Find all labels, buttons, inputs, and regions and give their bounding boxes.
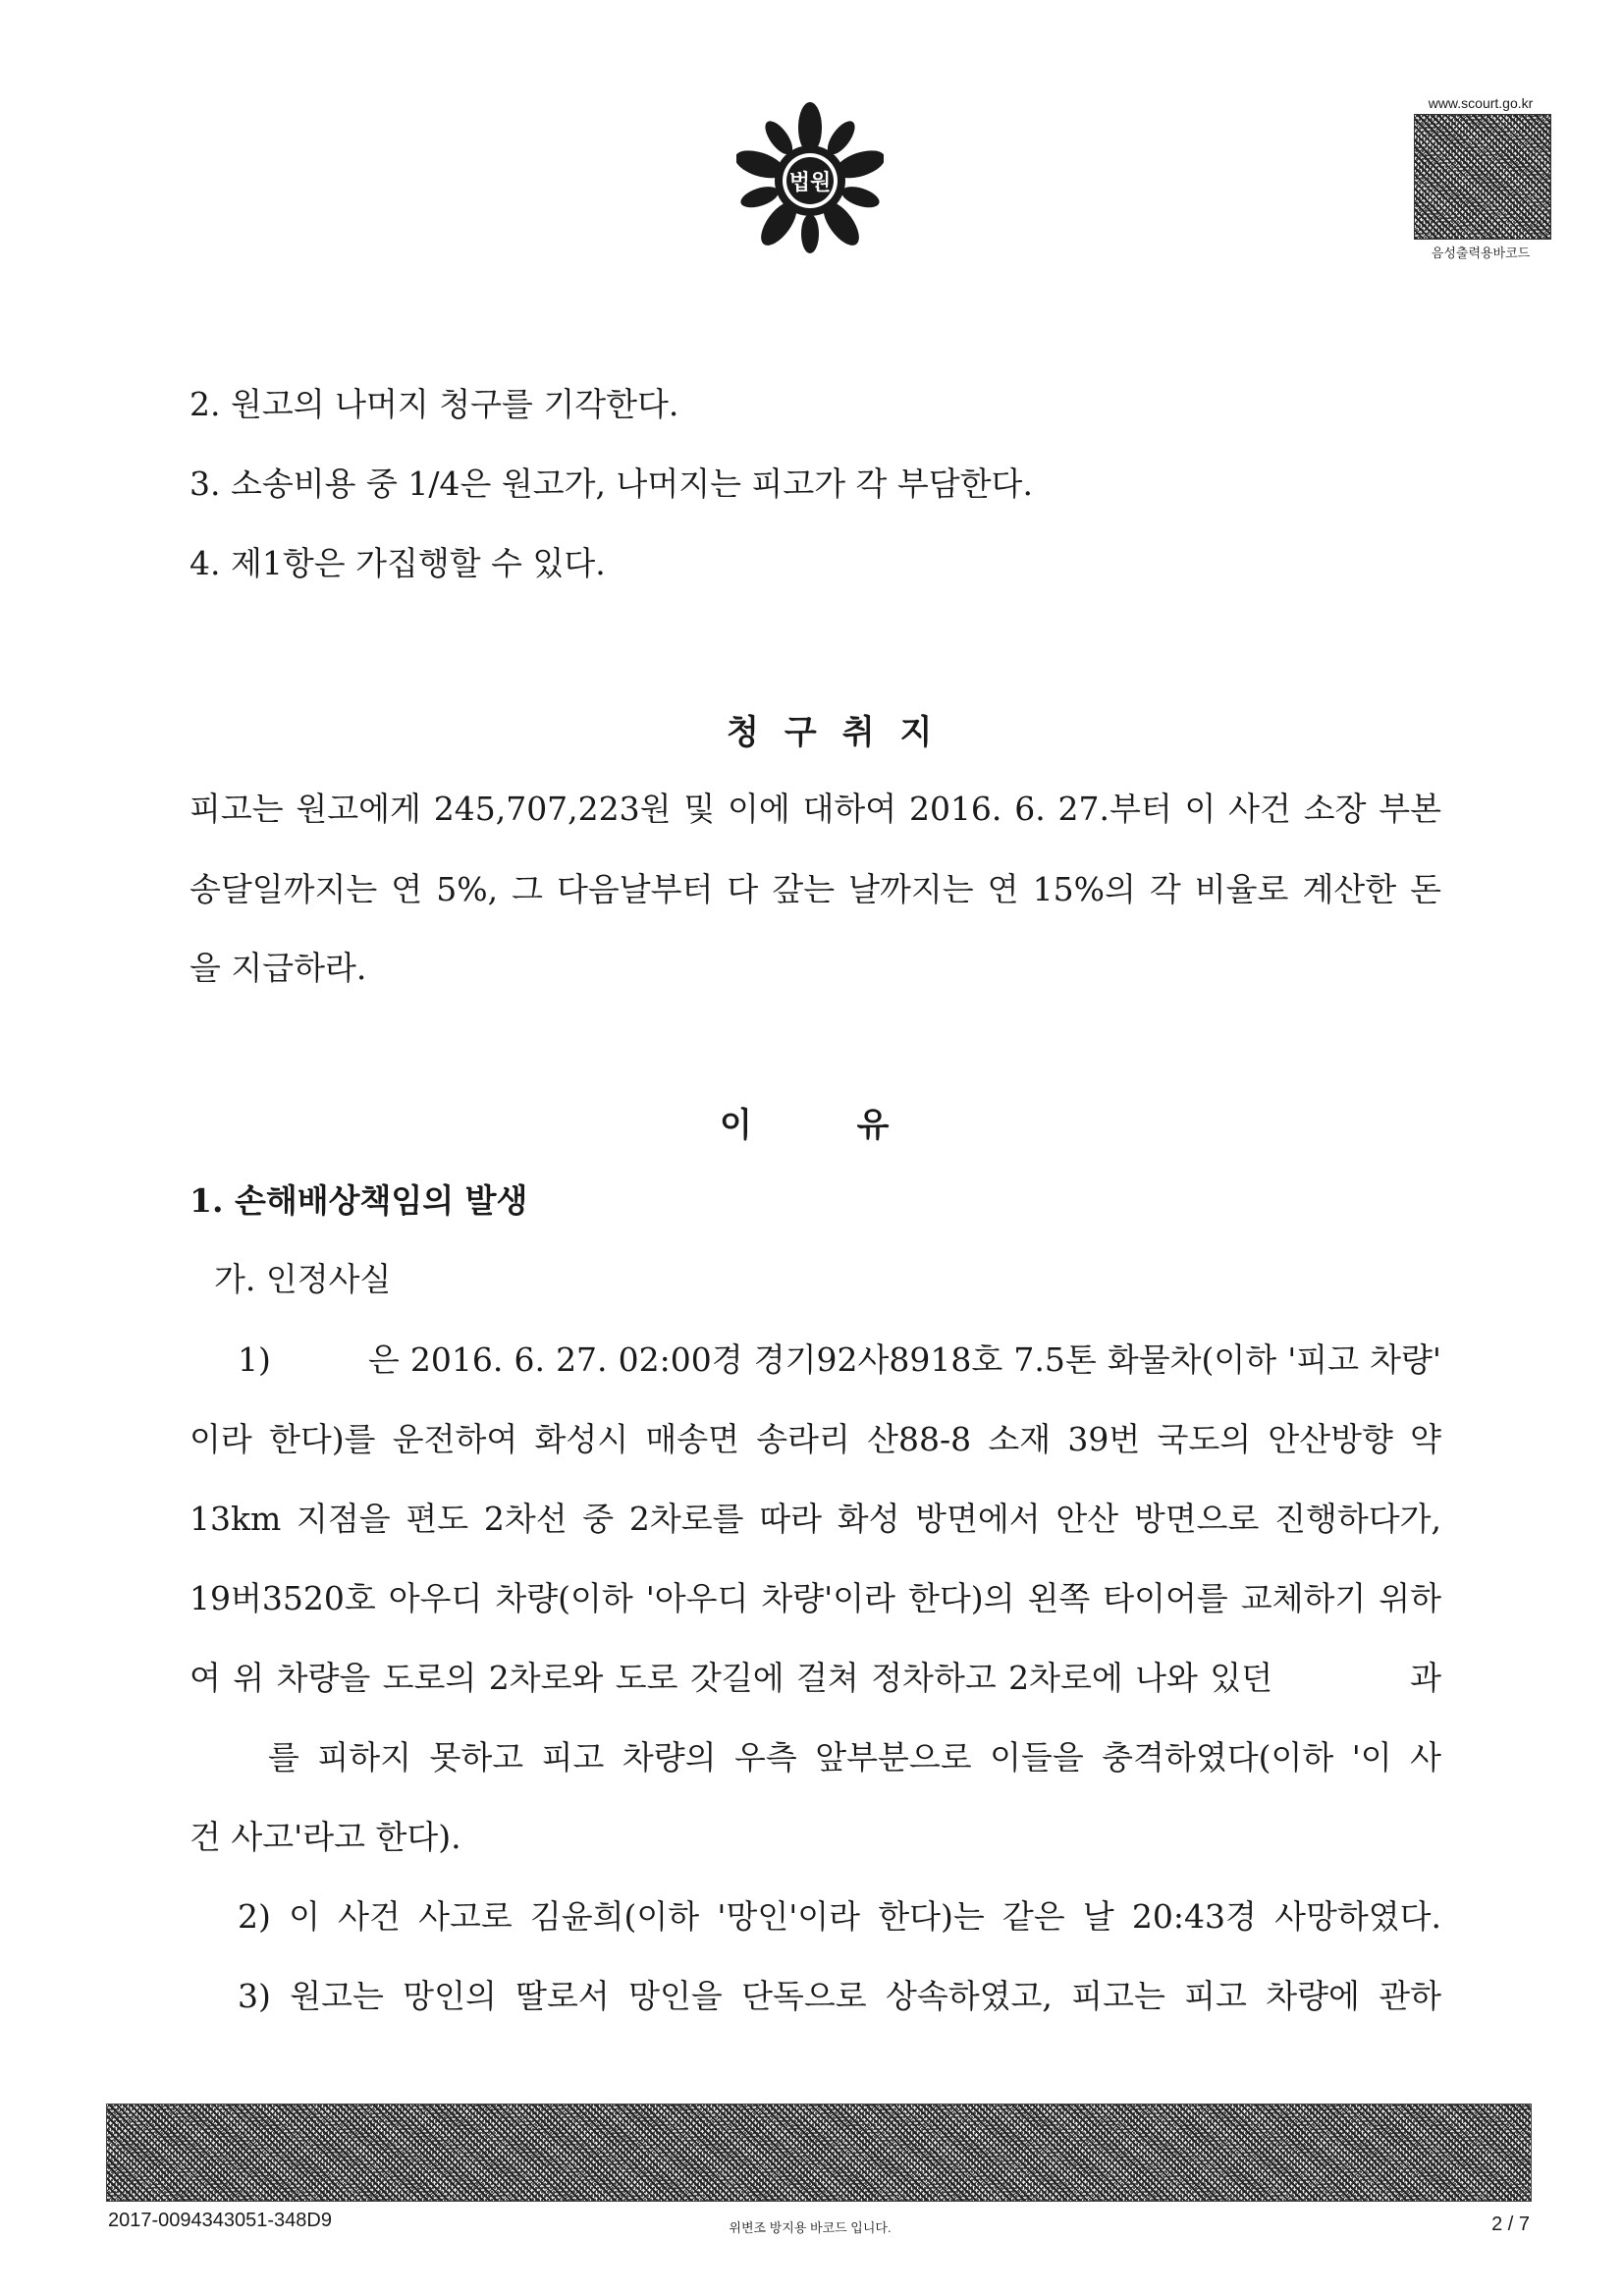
claim-line-2: 송달일까지는 연 5%, 그 다음날부터 다 갚는 날까지는 연 15%의 각 비율로 계산한 돈 [189,870,1441,908]
para1-line-1-text: 은 2016. 6. 27. 02:00경 경기92사8918호 7.5톤 화물차(이하 '피고 차량' [367,1340,1441,1379]
para1-line-5 [189,1659,1441,1698]
para1-line-5-end: 과 [1410,1659,1441,1697]
judgment-item-2: 2. 원고의 나머지 청구를 기각한다. [189,385,679,423]
subsection-title: 가. 인정사실 [214,1260,392,1298]
redaction [189,1738,268,1777]
barcode-url: www.scourt.go.kr [1428,95,1534,111]
para1-line-6-text: 를 피하지 못하고 피고 차량의 우측 앞부분으로 이들을 충격하였다(이하 '이 사 [268,1738,1441,1777]
anti-forgery-text: 위변조 방지용 바코드 입니다. [729,2220,892,2235]
judgment-item-4: 4. 제1항은 가집행할 수 있다. [189,544,606,582]
para1-line-4: 19버3520호 아우디 차량(이하 '아우디 차량'이라 한다)의 왼쪽 타이어를 교체하기 위하 [189,1579,1441,1617]
para1-line-7: 건 사고'라고 한다). [189,1818,461,1856]
barcode-caption: 음성출력용바코드 [1431,246,1531,260]
para1-line-2: 이라 한다)를 운전하여 화성시 매송면 송라리 산88-8 소재 39번 국도의 안산방향 약 [189,1420,1441,1458]
court-emblem-icon [736,98,884,255]
claim-heading: 청구취지 [727,713,958,752]
court-emblem [736,98,884,255]
claim-line-1: 피고는 원고에게 245,707,223원 및 이에 대하여 2016. 6. 27.부터 이 사건 소장 부본 [189,790,1441,828]
redaction [279,1340,362,1380]
para1-number: 1) [238,1340,271,1379]
para1-line-3: 13km 지점을 편도 2차선 중 2차로를 따라 화성 방면에서 안산 방면으로 진행하다가, [189,1500,1441,1538]
para2: 2) 이 사건 사고로 김윤희(이하 '망인'이라 한다)는 같은 날 20:43경 사망하였다. [238,1897,1441,1936]
anti-forgery-barcode [106,2104,1532,2202]
para1-line-6 [189,1738,1441,1777]
reasons-heading: 이 유 [720,1106,890,1145]
judgment-item-3: 3. 소송비용 중 1/4은 원고가, 나머지는 피고가 각 부담한다. [189,465,1033,503]
para1-line-1 [238,1340,1441,1380]
section-title: 1. 손해배상책임의 발생 [189,1181,528,1220]
claim-line-3: 을 지급하라. [189,949,367,987]
page-number: 2 / 7 [1491,2214,1530,2235]
doc-number: 2017-0094343051-348D9 [108,2210,332,2231]
emblem-text: 법원 [788,171,832,195]
para1-line-5-text: 여 위 차량을 도로의 2차로와 도로 갓길에 걸쳐 정차하고 2차로에 나와 있던 [189,1659,1273,1697]
qr-barcode [1414,114,1551,240]
para3: 3) 원고는 망인의 딸로서 망인을 단독으로 상속하였고, 피고는 피고 차량에 관하 [238,1977,1441,2015]
